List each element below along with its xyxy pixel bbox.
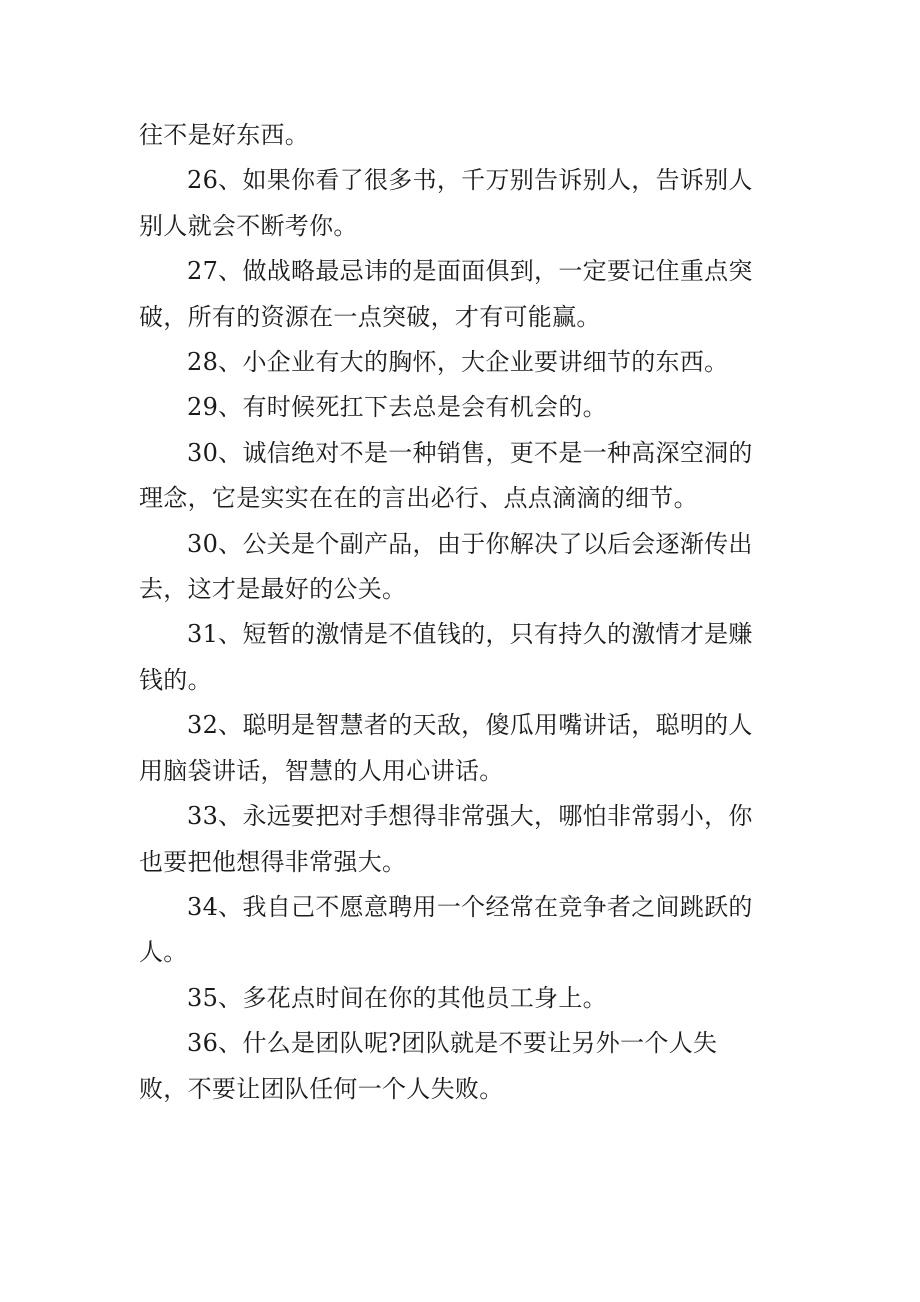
paragraph-34: 34、我自己不愿意聘用一个经常在竞争者之间跳跃的人。 <box>139 892 753 967</box>
paragraph-35: 35、多花点时间在你的其他员工身上。 <box>187 983 607 1012</box>
document-body <box>139 113 765 1112</box>
paragraph-31: 31、短暂的激情是不值钱的，只有持久的激情才是赚钱的。 <box>139 620 753 694</box>
paragraph-26: 26、如果你看了很多书，千万别告诉别人，告诉别人别人就会不断考你。 <box>139 166 753 240</box>
paragraph-30b: 30、公关是个副产品，由于你解决了以后会逐渐传出去，这才是最好的公关。 <box>139 529 753 604</box>
paragraph-28: 28、小企业有大的胸怀，大企业要讲细节的东西。 <box>187 348 729 377</box>
paragraph-30a: 30、诚信绝对不是一种销售，更不是一种高深空洞的理念，它是实实在在的言出必行、点点滴滴的细节。 <box>139 438 753 513</box>
paragraph-27: 27、做战略最忌讳的是面面俱到，一定要记住重点突破，所有的资源在一点突破，才有可能赢。 <box>139 257 753 331</box>
paragraph-32: 32、聪明是智慧者的天敌，傻瓜用嘴讲话，聪明的人用脑袋讲话，智慧的人用心讲话。 <box>139 711 753 785</box>
paragraph-33: 33、永远要把对手想得非常强大，哪怕非常弱小，你也要把他想得非常强大。 <box>139 802 753 876</box>
paragraph-36: 36、什么是团队呢?团队就是不要让另外一个人失败，不要让团队任何一个人失败。 <box>139 1029 718 1103</box>
paragraph-29: 29、有时候死扛下去总是会有机会的。 <box>187 393 607 422</box>
paragraph-continuation: 往不是好东西。 <box>139 121 310 149</box>
